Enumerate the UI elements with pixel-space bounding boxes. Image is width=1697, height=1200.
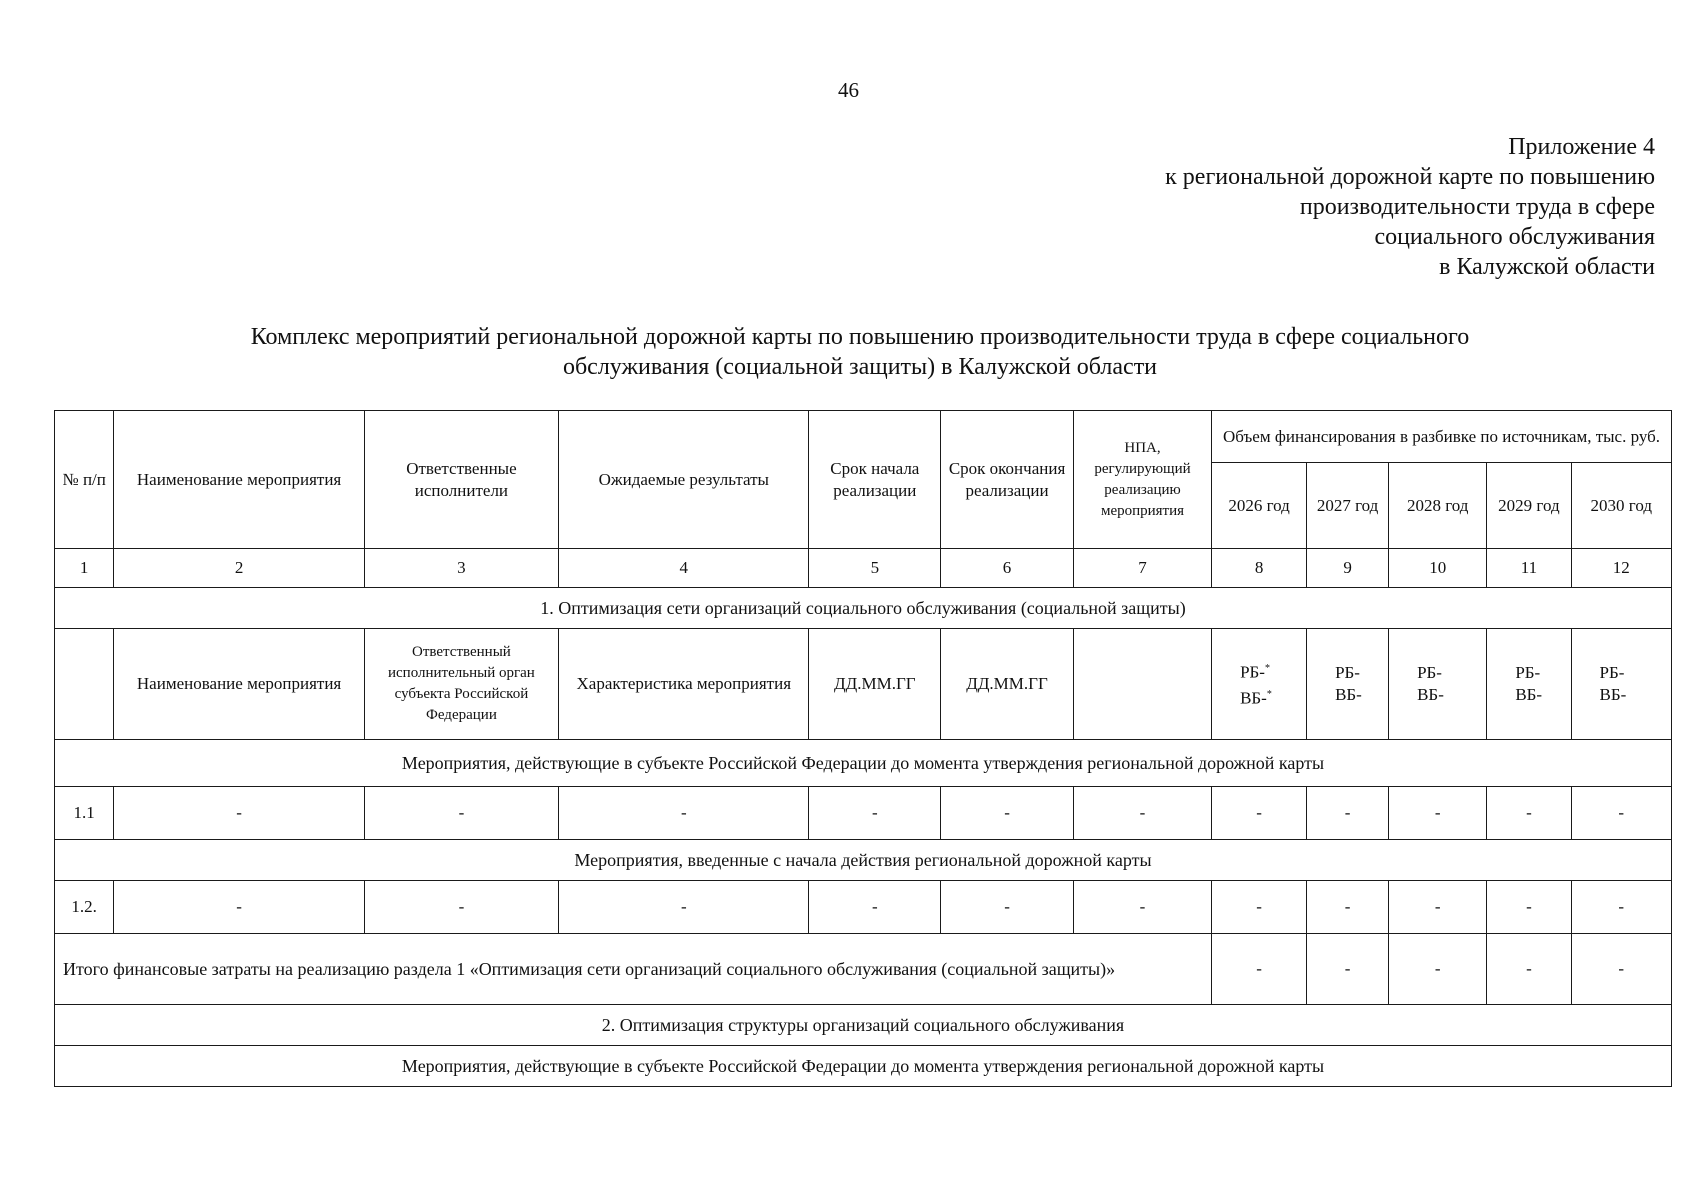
- group-heading: Мероприятия, введенные с начала действия региональной дорожной карты: [55, 840, 1672, 881]
- template-row: [55, 629, 1672, 740]
- total-cell: -: [1571, 934, 1672, 1005]
- appendix-line: Приложение 4: [1508, 134, 1655, 160]
- column-number: 8: [1212, 549, 1307, 588]
- header-year: 2027 год: [1307, 463, 1389, 549]
- funding-cell-2027: РБ- ВБ-: [1307, 629, 1389, 740]
- table-cell: -: [809, 881, 941, 934]
- table-cell: -: [364, 881, 558, 934]
- header-year: 2026 год: [1212, 463, 1307, 549]
- column-number: 10: [1389, 549, 1487, 588]
- table-cell: -: [1389, 881, 1487, 934]
- table-cell: -: [559, 881, 809, 934]
- total-cell: -: [1212, 934, 1307, 1005]
- measure-executor: Ответственный исполнительный орган субъекта Российской Федерации: [364, 629, 558, 740]
- column-number: 12: [1571, 549, 1672, 588]
- total-label: Итого финансовые затраты на реализацию раздела 1 «Оптимизация сети организаций социального обслуживания (социальной защиты)»: [55, 934, 1212, 1005]
- funding-cell-2029: РБ- ВБ-: [1487, 629, 1571, 740]
- page-number: 46: [838, 78, 859, 102]
- column-number: 3: [364, 549, 558, 588]
- appendix-line: социального обслуживания: [1374, 224, 1655, 250]
- column-number: 4: [559, 549, 809, 588]
- header-num: № п/п: [55, 411, 114, 549]
- table-cell: -: [1212, 881, 1307, 934]
- measure-result: Характеристика мероприятия: [559, 629, 809, 740]
- column-number: 6: [941, 549, 1074, 588]
- table-cell: -: [809, 787, 941, 840]
- header-funding: Объем финансирования в разбивке по источникам, тыс. руб.: [1212, 411, 1672, 463]
- table-cell: -: [559, 787, 809, 840]
- funding-cell-2028: РБ- ВБ-: [1389, 629, 1487, 740]
- total-row: [55, 934, 1672, 1005]
- table-cell: -: [1571, 881, 1672, 934]
- column-number: 9: [1307, 549, 1389, 588]
- header-year: 2030 год: [1571, 463, 1672, 549]
- measure-name: Наименование мероприятия: [114, 629, 364, 740]
- measures-table: [54, 410, 1672, 1087]
- column-number: 5: [809, 549, 941, 588]
- total-cell: -: [1487, 934, 1571, 1005]
- funding-cell-2026: РБ-* ВБ-*: [1212, 629, 1307, 740]
- section-heading: 1. Оптимизация сети организаций социального обслуживания (социальной защиты): [55, 588, 1672, 629]
- header-year: 2029 год: [1487, 463, 1571, 549]
- table-cell: -: [1212, 787, 1307, 840]
- table-row: [55, 787, 1672, 840]
- column-number-row: [55, 549, 1672, 588]
- table-cell: -: [941, 881, 1074, 934]
- header-year: 2028 год: [1389, 463, 1487, 549]
- title-line: Комплекс мероприятий региональной дорожной карты по повышению производительности труда в сфере социального: [250, 324, 1470, 350]
- row-num: [55, 629, 114, 740]
- measure-npa: [1073, 629, 1211, 740]
- column-number: 7: [1073, 549, 1211, 588]
- table-cell: -: [1487, 787, 1571, 840]
- header-results: Ожидаемые результаты: [559, 411, 809, 549]
- table-cell: -: [1389, 787, 1487, 840]
- table-cell: -: [1307, 881, 1389, 934]
- header-name: Наименование мероприятия: [114, 411, 364, 549]
- appendix-line: в Калужской области: [1439, 254, 1655, 280]
- appendix-line: к региональной дорожной карте по повышению: [1165, 164, 1655, 190]
- row-num: 1.2.: [55, 881, 114, 934]
- column-number: 2: [114, 549, 364, 588]
- table-cell: -: [114, 881, 364, 934]
- group-heading: Мероприятия, действующие в субъекте Российской Федерации до момента утверждения региональной дорожной карты: [55, 1046, 1672, 1087]
- row-num: 1.1: [55, 787, 114, 840]
- group-heading: Мероприятия, действующие в субъекте Российской Федерации до момента утверждения региональной дорожной карты: [55, 740, 1672, 787]
- measure-start: ДД.ММ.ГГ: [809, 629, 941, 740]
- header-executors: Ответственные исполнители: [364, 411, 558, 549]
- total-cell: -: [1307, 934, 1389, 1005]
- table-cell: -: [364, 787, 558, 840]
- column-number: 11: [1487, 549, 1571, 588]
- section-heading: 2. Оптимизация структуры организаций социального обслуживания: [55, 1005, 1672, 1046]
- column-number: 1: [55, 549, 114, 588]
- table-cell: -: [1571, 787, 1672, 840]
- table-row: [55, 881, 1672, 934]
- header-end: Срок окончания реализации: [941, 411, 1074, 549]
- funding-cell-2030: РБ- ВБ-: [1571, 629, 1672, 740]
- table-cell: -: [941, 787, 1074, 840]
- table-cell: -: [1307, 787, 1389, 840]
- title-line: обслуживания (социальной защиты) в Калужской области: [562, 354, 1158, 380]
- table-cell: -: [1073, 881, 1211, 934]
- table-cell: -: [114, 787, 364, 840]
- appendix-note: [1055, 132, 1655, 282]
- appendix-line: производительности труда в сфере: [1299, 194, 1655, 220]
- header-npa: НПА, регулирующий реализацию мероприятия: [1073, 411, 1211, 549]
- document-title: [120, 322, 1600, 382]
- table-cell: -: [1073, 787, 1211, 840]
- table-cell: -: [1487, 881, 1571, 934]
- total-cell: -: [1389, 934, 1487, 1005]
- measure-end: ДД.ММ.ГГ: [941, 629, 1074, 740]
- header-start: Срок начала реализации: [809, 411, 941, 549]
